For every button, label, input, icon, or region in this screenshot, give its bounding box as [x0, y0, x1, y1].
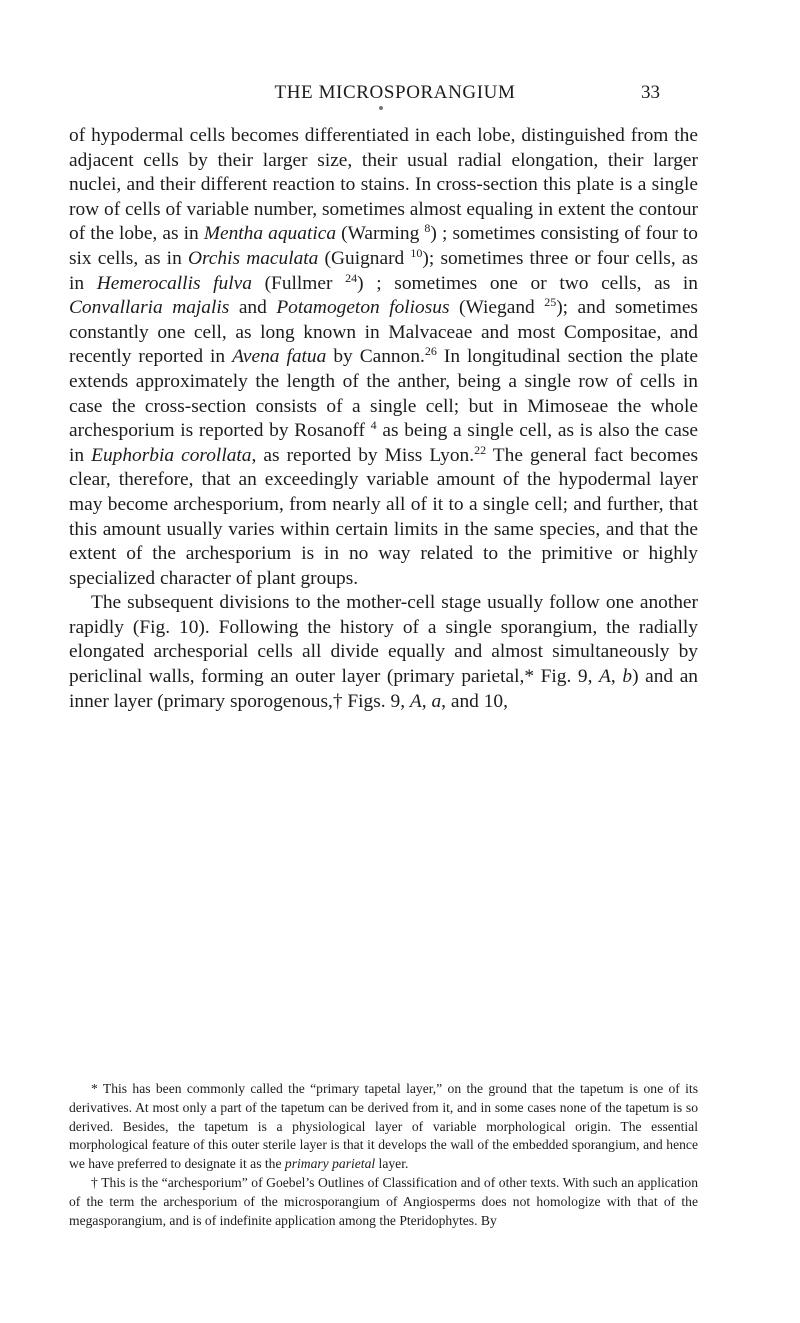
citation-number: 10 — [410, 245, 423, 260]
text-run: * This has been commonly called the “primary tapetal layer,” on the ground that the tapetum is one of its derivatives. At most only a part of the tapetum can be derived from it, and in some cases none of the tapetum is so derived. Besides, the tapetum is a physiological layer of variable morphological origin. The essential morphological feature of this outer sterile layer is that it develops the wall of the embedded sporangium, and hence we have preferred to designate it as the — [69, 1081, 698, 1172]
footnote-asterisk — [69, 1080, 698, 1174]
text-run: as being a single cell, as is also the case in — [69, 420, 698, 466]
text-run: , — [421, 690, 432, 712]
figure-label: a — [431, 690, 442, 712]
text-run: (Wiegand — [449, 297, 545, 319]
text-run: In longitudinal section the plate extends approximately the length of the anther, being a single row of cells in case the cross-section consists of a single cell; but in Mimoseae the whole archesporium is reported by Rosanoff — [69, 346, 698, 442]
species-name: Euphorbia corollata — [91, 444, 252, 466]
citation-number: 26 — [424, 344, 437, 359]
citation-number: 24 — [345, 270, 358, 285]
species-name: Orchis maculata — [187, 247, 319, 269]
species-name: Potamogeton foliosus — [276, 297, 450, 319]
species-name: Hemerocallis fulva — [96, 272, 252, 294]
figure-label: b — [622, 666, 633, 688]
text-run: and — [229, 297, 277, 319]
text-run: , and 10, — [441, 690, 508, 712]
text-run: The general fact becomes clear, therefore, that an exceedingly variable amount of the hypodermal layer may become archesporium, from nearly all of it to a single cell; and further, that this amount usually varies within certain limits in the same species, and that the extent of the archesporium is in no way related to the primitive or highly specialized character of plant groups. — [69, 444, 698, 589]
citation-number: 25 — [544, 294, 557, 309]
page-number: 33 — [641, 82, 660, 103]
citation-number: 4 — [370, 417, 377, 432]
species-name: Mentha aquatica — [203, 223, 337, 245]
text-run: by Cannon. — [326, 346, 425, 368]
species-name: Avena fatua — [232, 346, 327, 368]
text-run: The subsequent divisions to the mother-cell stage usually follow one another rapidly (Fig. 10). Following the history of a single sporangium, the radially elongated archesporial cells all divide equally and almost simultaneously by periclinal walls, forming an outer layer (primary parietal,* Fig. 9, — [69, 592, 698, 688]
text-run: ) ; sometimes one or two cells, as in — [357, 272, 699, 294]
figure-label: A — [599, 666, 611, 688]
paragraph-archesporium-extent — [69, 124, 698, 591]
text-run: ) and an inner layer (primary sporogenous,† Figs. 9, — [69, 666, 698, 712]
text-run: (Guignard — [318, 247, 411, 269]
citation-number: 8 — [424, 221, 431, 236]
species-name: Convallaria majalis — [69, 297, 230, 319]
footnotes — [69, 1080, 698, 1230]
text-run: ); and sometimes constantly one cell, as long known in Malvaceae and most Compositae, and recently reported in — [69, 297, 698, 368]
text-run: , as reported by Miss Lyon. — [251, 444, 475, 466]
text-run: ) ; sometimes consisting of four to six cells, as in — [69, 223, 698, 269]
paragraph-subsequent-divisions — [69, 591, 698, 714]
citation-number: 22 — [474, 442, 487, 457]
text-run: of hypodermal cells becomes differentiated in each lobe, distinguished from the adjacent cells by their larger size, their usual radial elongation, their larger nuclei, and their different reaction to stains. In cross-section this plate is a single row of cells of variable number, sometimes almost equaling in extent the contour of the lobe, as in — [69, 125, 698, 245]
text-run: † This is the “archesporium” of Goebel’s Outlines of Classification and of other texts. With such an application of the term the archesporium of the microsporangium of Angiosperms does not homologize with that of the megasporangium, and is of indefinite application among the Pteridophytes. By — [69, 1174, 698, 1228]
text-run: (Warming — [336, 223, 425, 245]
text-run: layer. — [375, 1156, 409, 1172]
print-mark — [379, 106, 383, 110]
text-run: (Fullmer — [251, 272, 346, 294]
body-text — [69, 124, 698, 714]
footnote-dagger — [69, 1174, 698, 1230]
running-head — [130, 82, 660, 110]
text-run: ); sometimes three or four cells, as in — [69, 247, 698, 294]
text-run: , — [610, 666, 623, 688]
figure-label: A — [409, 690, 422, 712]
emphasis: primary parietal — [284, 1156, 376, 1172]
running-head-title: THE MICROSPORANGIUM — [274, 82, 516, 103]
